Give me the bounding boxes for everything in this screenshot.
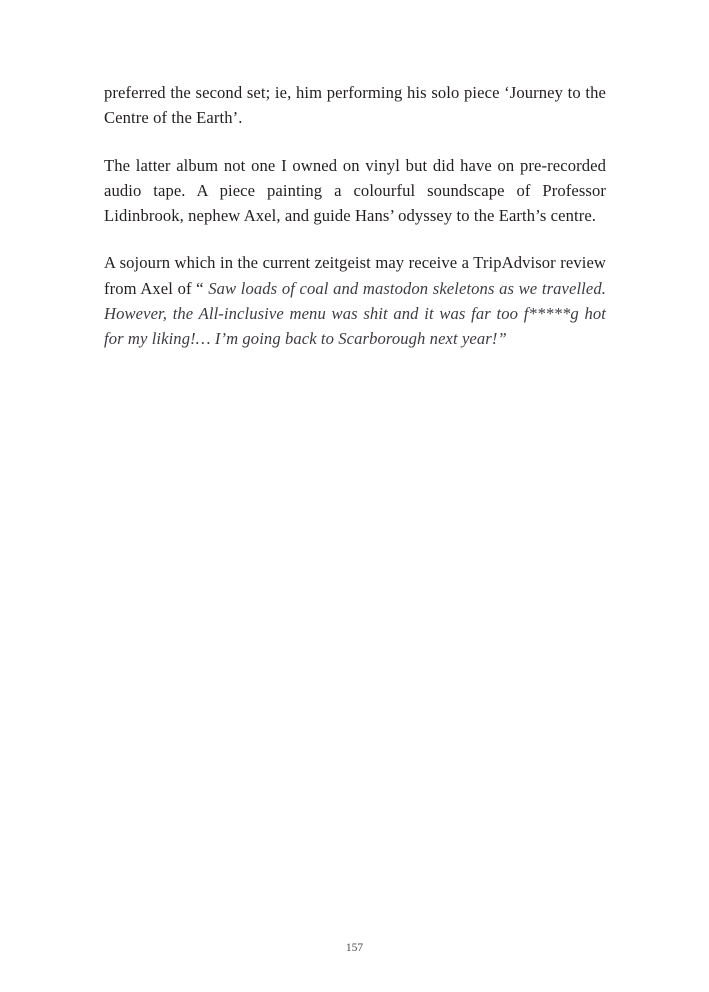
- page-number: 157: [345, 942, 364, 954]
- paragraph-2: The latter album not one I owned on vinyl but did have on pre-recorded audio tape. A piece painting a colourful soundscape of Professor Lidinbrook, nephew Axel, and guide Hans’ odyssey to the Earth’s centre.: [104, 155, 606, 226]
- body-text: [104, 80, 606, 352]
- tripadvisor-review-quote: Saw loads of coal and mastodon skeletons as we travelled. However, the All-inclusive menu was shit and it was far too f*****g hot for my liking!… I’m going back to Scarborough next year!”: [104, 278, 606, 349]
- paragraph-3: [104, 250, 606, 351]
- paragraph-1: preferred the second set; ie, him performing his solo piece ‘Journey to the Centre of the Earth’.: [104, 83, 606, 128]
- paragraph-3-lead: A sojourn which in the current zeitgeist may receive a TripAdvisor review from Axel of “: [104, 253, 606, 298]
